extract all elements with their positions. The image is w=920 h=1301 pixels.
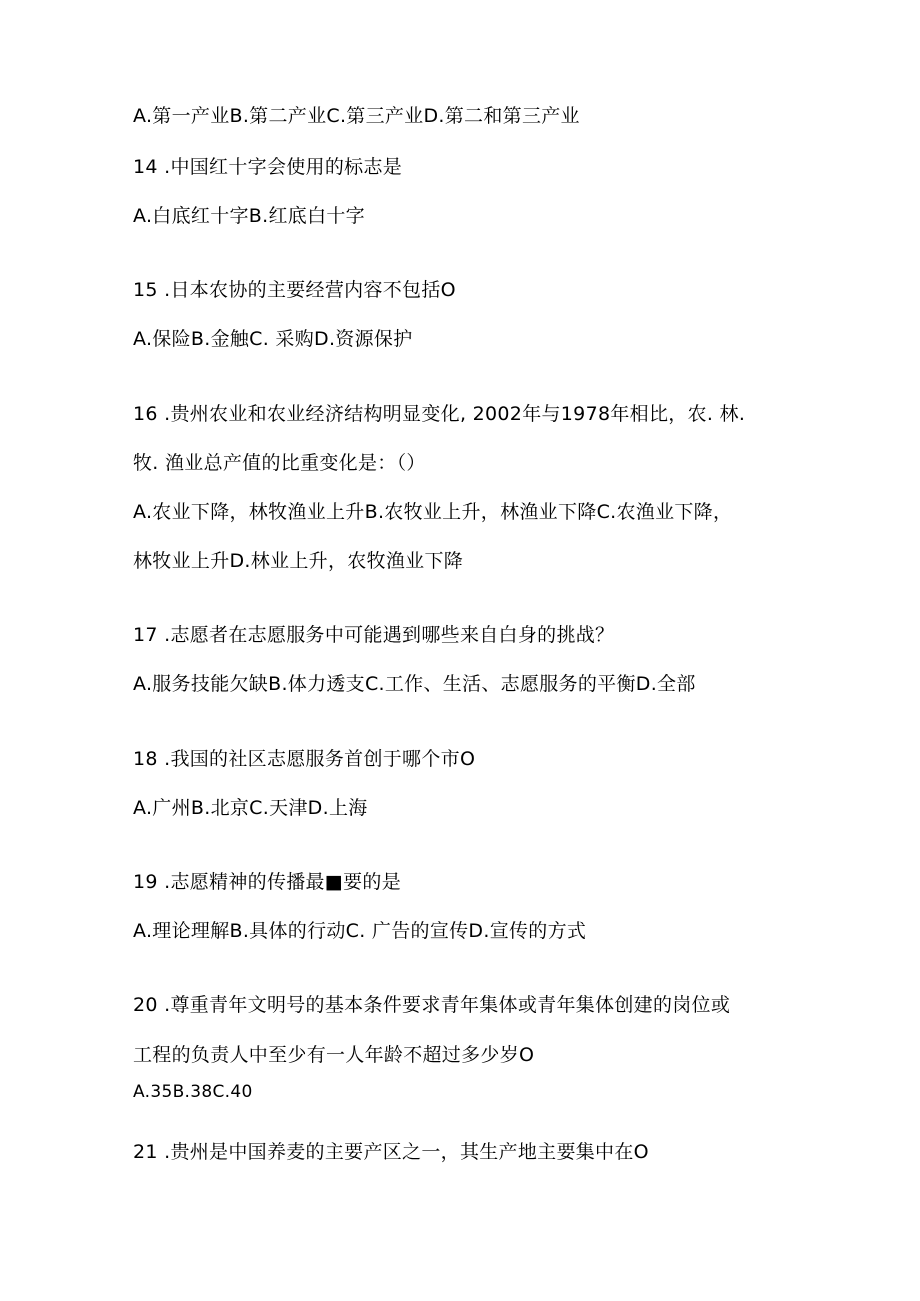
option-line-q16-2: 林牧业上升D.林业上升，农牧渔业下降 — [133, 550, 464, 572]
question-21: 21 .贵州是中国养麦的主要产区之一，其生产地主要集中在O — [133, 1141, 649, 1163]
option-line-q16-1: A.农业下降，林牧渔业上升B.农牧业上升，林渔业下降C.农渔业下降， — [133, 501, 733, 523]
option-line-q14: A.白底红十字B.红底白十字 — [133, 205, 365, 227]
option-line-q20: A.35B.38C.40 — [133, 1082, 253, 1102]
question-17: 17 .志愿者在志愿服务中可能遇到哪些来自白身的挑战？ — [133, 624, 615, 646]
option-line-q19: A.理论理解B.具体的行动C. 广告的宣传D.宣传的方式 — [133, 920, 587, 942]
question-16-line-2: 牧. 渔业总产值的比重变化是：（） — [133, 452, 426, 474]
question-20-line-2: 工程的负责人中至少有一人年龄不超过多少岁O — [133, 1044, 535, 1066]
question-20-line-1: 20 .尊重青年文明号的基本条件要求青年集体或青年集体创建的岗位或 — [133, 994, 731, 1016]
question-19: 19 .志愿精神的传播最■要的是 — [133, 871, 402, 893]
question-18: 18 .我国的社区志愿服务首创于哪个市O — [133, 748, 476, 770]
option-line-q13: A.第一产业B.第二产业C.第三产业D.第二和第三产业 — [133, 105, 580, 127]
question-14: 14 .中国红十字会使用的标志是 — [133, 156, 403, 178]
question-15: 15 .日本农协的主要经营内容不包括O — [133, 279, 456, 301]
option-line-q15: A.保险B.金触C. 采购D.资源保护 — [133, 328, 413, 350]
question-16-line-1: 16 .贵州农业和农业经济结构明显变化, 2002年与1978年相比，农. 林. — [133, 403, 746, 425]
option-line-q17: A.服务技能欠缺B.体力透支C.工作、生活、志愿服务的平衡D.全部 — [133, 673, 696, 695]
option-line-q18: A.广州B.北京C.天津D.上海 — [133, 797, 368, 819]
